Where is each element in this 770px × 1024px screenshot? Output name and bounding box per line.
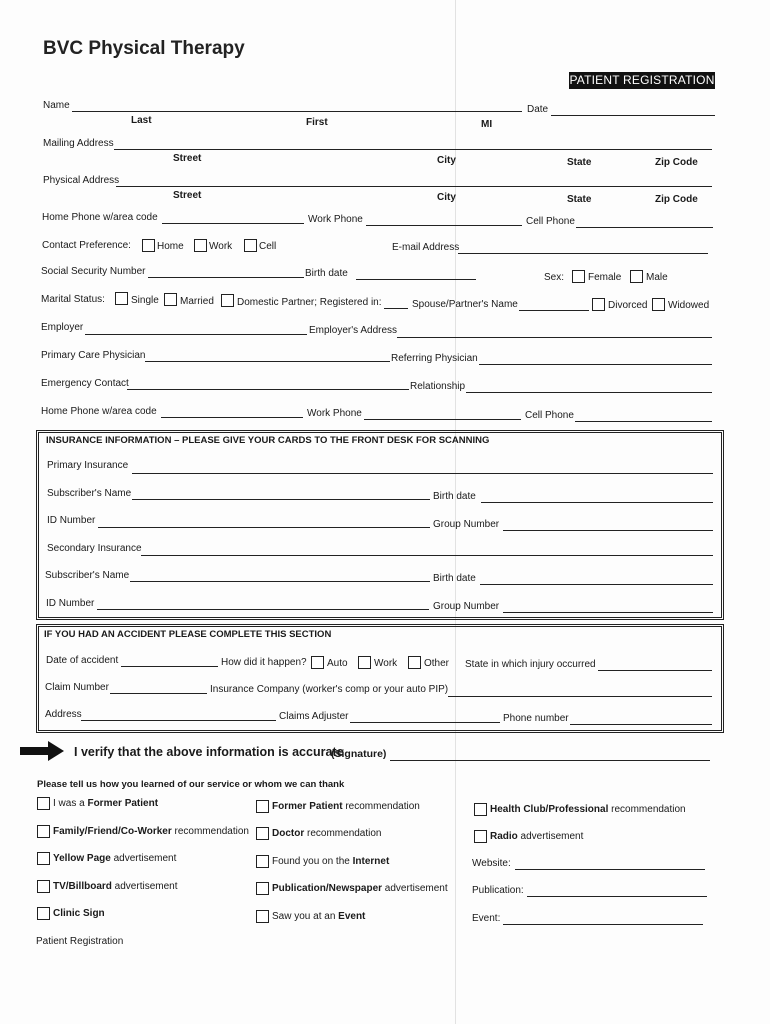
referral-col2-option-1-label [272,828,382,840]
signature-label: (Signature) [331,748,387,760]
referral-option-suffix: advertisement [382,883,448,894]
id-number-label-2: ID Number [46,598,95,609]
secondary-insurance-label: Secondary Insurance [47,543,142,554]
marital-widowed-checkbox[interactable] [652,298,665,311]
how-other-checkbox[interactable] [408,656,421,669]
insurance-company-field[interactable] [448,696,712,697]
referral-col3-option-1-label [490,831,583,843]
employer-address-field[interactable] [397,337,712,338]
ssn-label: Social Security Number [41,266,146,277]
primary-insurance-label: Primary Insurance [47,460,129,471]
subscriber-label-2: Subscriber's Name [45,570,130,581]
work-phone-field-2[interactable] [364,419,521,420]
relationship-label: Relationship [410,381,466,392]
referral-option-suffix: advertisement [517,831,584,842]
referral-col2-option-1-checkbox[interactable] [256,827,269,840]
marital-single-label: Single [131,295,159,306]
verify-text: I verify that the above information is accurate [74,745,344,759]
id-number-field-2[interactable] [97,609,429,610]
sex-label: Sex: [544,272,565,283]
how-work-label: Work [374,658,398,669]
group-number-label: Group Number [433,519,500,530]
referral-option-suffix: recommendation [171,826,249,837]
referral-col3-option-0-checkbox[interactable] [474,803,487,816]
publication-field[interactable] [527,896,707,897]
contact-home-checkbox[interactable] [142,239,155,252]
spouse-label: Spouse/Partner's Name [412,299,518,310]
referral-option-bold: Clinic Sign [53,908,105,919]
page-title: BVC Physical Therapy [43,38,245,59]
contact-preference-label: Contact Preference: [42,240,131,251]
home-phone-field[interactable] [162,223,304,224]
physical-address-field[interactable] [116,186,712,187]
physical-address-label: Physical Address [43,175,120,186]
injury-state-field[interactable] [598,670,712,671]
mailing-street-sub: Street [173,153,202,164]
subscriber-field[interactable] [132,499,430,500]
secondary-insurance-field[interactable] [141,555,713,556]
email-label: E-mail Address [392,242,460,253]
name-sub-mi: MI [481,119,493,130]
pcp-field[interactable] [145,361,390,362]
referral-col1-option-2-checkbox[interactable] [37,852,50,865]
home-phone-label: Home Phone w/area code [42,212,158,223]
referral-option-bold: Former Patient [87,798,159,809]
marital-domestic-checkbox[interactable] [221,294,234,307]
referral-option-suffix: recommendation [342,801,420,812]
accident-address-field[interactable] [81,720,276,721]
employer-field[interactable] [85,334,307,335]
physical-state-sub: State [567,194,592,205]
referral-col1-option-1-label [53,826,249,838]
name-label: Name [43,100,70,111]
insurance-section [36,430,724,620]
spouse-field[interactable] [519,310,589,311]
date-field[interactable] [551,115,715,116]
referral-col2-option-4-label [272,911,365,923]
website-field[interactable] [515,869,705,870]
mailing-city-sub: City [437,155,456,166]
referral-col2-option-0-checkbox[interactable] [256,800,269,813]
ssn-field[interactable] [148,277,304,278]
name-sub-first: First [306,117,328,128]
form-badge: PATIENT REGISTRATION [569,73,715,87]
physical-street-sub: Street [173,190,202,201]
cell-phone-field-2[interactable] [575,421,712,422]
insurance-heading: INSURANCE INFORMATION – PLEASE GIVE YOUR CARDS TO THE FRONT DESK FOR SCANNING [46,435,490,446]
cell-phone-label-2: Cell Phone [525,410,574,421]
marital-single-checkbox[interactable] [115,292,128,305]
marital-divorced-label: Divorced [608,300,648,311]
cell-phone-label: Cell Phone [526,216,575,227]
referral-option-bold: Yellow Page [53,853,111,864]
work-phone-label-2: Work Phone [307,408,362,419]
referral-option-suffix: advertisement [111,881,178,892]
date-label: Date [527,104,549,115]
marital-domestic-label: Domestic Partner; Registered in: [237,297,382,308]
id-number-field[interactable] [98,527,430,528]
claims-adjuster-label: Claims Adjuster [279,711,349,722]
referral-col1-option-3-label [53,881,178,893]
accident-heading: IF YOU HAD AN ACCIDENT PLEASE COMPLETE THIS SECTION [44,629,332,640]
referral-col2-option-0-label [272,801,420,813]
referring-label: Referring Physician [391,353,478,364]
referral-option-suffix: recommendation [304,828,382,839]
referral-option-bold: Doctor [272,828,305,839]
referral-col2-option-3-checkbox[interactable] [256,882,269,895]
referral-option-bold: Former Patient [272,801,343,812]
referral-option-bold: Event [338,911,366,922]
referral-col2-option-3-label [272,883,448,895]
event-field[interactable] [503,924,703,925]
emergency-contact-label: Emergency Contact [41,378,129,389]
arrow-right-icon [20,741,64,761]
marital-label: Marital Status: [41,294,105,305]
referral-option-bold: Radio [490,831,518,842]
id-number-label: ID Number [47,515,96,526]
referral-option-bold: TV/Billboard [53,881,112,892]
accident-date-label: Date of accident [46,655,119,666]
accident-phone-field[interactable] [570,724,712,725]
marital-married-checkbox[interactable] [164,293,177,306]
injury-state-label: State in which injury occurred [465,659,596,670]
how-other-label: Other [424,658,450,669]
ins-birth-date-label-2: Birth date [433,573,476,584]
accident-date-field[interactable] [121,666,218,667]
referral-option-prefix: I was a [53,798,88,809]
group-number-label-2: Group Number [433,601,500,612]
physical-city-sub: City [437,192,456,203]
ins-birth-date-label: Birth date [433,491,476,502]
sex-female-label: Female [588,272,622,283]
contact-home-label: Home [157,241,184,252]
referral-option-bold: Family/Friend/Co-Worker [53,826,172,837]
how-auto-label: Auto [327,658,348,669]
sex-male-checkbox[interactable] [630,270,643,283]
referral-col2-option-2-checkbox[interactable] [256,855,269,868]
name-field[interactable] [72,111,522,112]
email-field[interactable] [458,253,708,254]
referral-option-prefix: Found you on the [272,856,353,867]
sex-male-label: Male [646,272,668,283]
subscriber-label: Subscriber's Name [47,488,132,499]
group-number-field-2[interactable] [503,612,713,613]
referral-col1-option-1-checkbox[interactable] [37,825,50,838]
contact-work-label: Work [209,241,233,252]
referral-col1-option-4-checkbox[interactable] [37,907,50,920]
accident-phone-label: Phone number [503,713,569,724]
birth-date-label: Birth date [305,268,348,279]
mailing-address-field[interactable] [114,149,712,150]
referral-col1-option-3-checkbox[interactable] [37,880,50,893]
subscriber-field-2[interactable] [130,581,430,582]
home-phone-field-2[interactable] [161,417,303,418]
referral-option-bold: Internet [352,856,390,867]
referral-option-suffix: recommendation [608,804,686,815]
birth-date-field[interactable] [356,279,476,280]
relationship-field[interactable] [466,392,712,393]
accident-address-label: Address [45,709,82,720]
physical-zip-sub: Zip Code [655,194,698,205]
claim-number-label: Claim Number [45,682,109,693]
referral-col1-option-4-label [53,908,105,920]
claims-adjuster-field[interactable] [350,722,500,723]
referral-option-prefix: Saw you at an [272,911,339,922]
sex-female-checkbox[interactable] [572,270,585,283]
group-number-field[interactable] [503,530,713,531]
how-work-checkbox[interactable] [358,656,371,669]
referral-col2-option-2-label [272,856,389,868]
employer-label: Employer [41,322,84,333]
referral-option-suffix: advertisement [110,853,177,864]
marital-widowed-label: Widowed [668,300,710,311]
emergency-contact-field[interactable] [127,389,409,390]
referral-col3-option-0-label [490,804,686,816]
cell-phone-field[interactable] [576,227,713,228]
contact-work-checkbox[interactable] [194,239,207,252]
referral-option-bold: Health Club/Professional [490,804,609,815]
marital-divorced-checkbox[interactable] [592,298,605,311]
signature-field[interactable] [390,760,710,761]
referral-col1-option-2-label [53,853,176,865]
primary-insurance-field[interactable] [132,473,713,474]
name-sub-last: Last [131,115,152,126]
mailing-zip-sub: Zip Code [655,157,698,168]
home-phone-label-2: Home Phone w/area code [41,406,157,417]
mailing-state-sub: State [567,157,592,168]
referring-field[interactable] [479,364,712,365]
referral-col3-option-1-checkbox[interactable] [474,830,487,843]
mailing-address-label: Mailing Address [43,138,114,149]
publication-label: Publication: [472,885,524,896]
referral-col2-option-4-checkbox[interactable] [256,910,269,923]
work-phone-field[interactable] [366,225,522,226]
referral-option-bold: Publication/Newspaper [272,883,383,894]
footer-text: Patient Registration [36,936,124,947]
pcp-label: Primary Care Physician [41,350,146,361]
ins-birth-date-field[interactable] [481,502,713,503]
event-label: Event: [472,913,501,924]
work-phone-label: Work Phone [308,214,363,225]
how-auto-checkbox[interactable] [311,656,324,669]
how-label: How did it happen? [221,657,307,668]
marital-married-label: Married [180,296,214,307]
insurance-company-label: Insurance Company (worker's comp or your auto PIP) [210,684,449,695]
employer-address-label: Employer's Address [309,325,398,336]
referral-heading: Please tell us how you learned of our service or whom we can thank [37,779,345,790]
ins-birth-date-field-2[interactable] [480,584,713,585]
registered-in-field[interactable] [384,308,408,309]
contact-cell-label: Cell [259,241,277,252]
referral-col1-option-0-checkbox[interactable] [37,797,50,810]
claim-number-field[interactable] [110,693,207,694]
website-label: Website: [472,858,511,869]
contact-cell-checkbox[interactable] [244,239,257,252]
referral-col1-option-0-label [53,798,158,810]
